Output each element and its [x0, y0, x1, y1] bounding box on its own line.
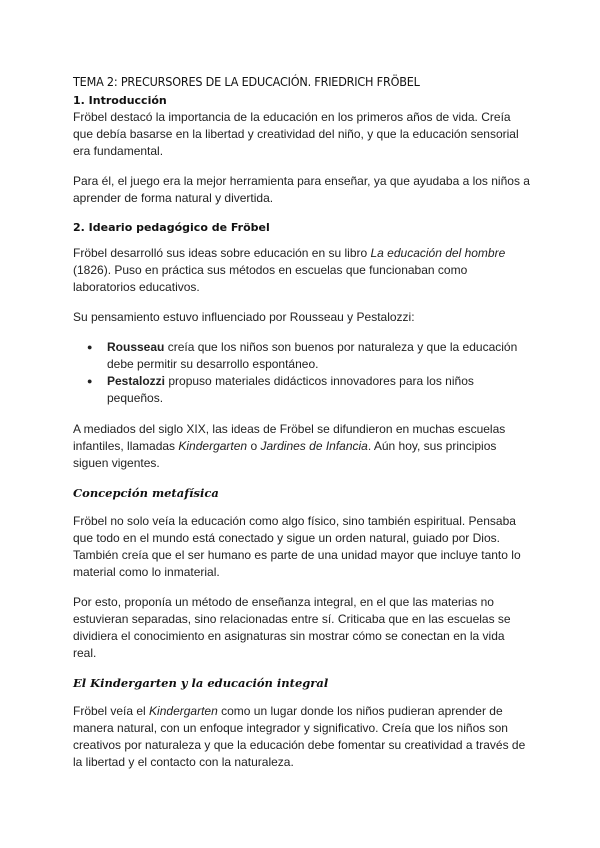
page-title: TEMA 2: PRECURSORES DE LA EDUCACIÓN. FRIEDRICH FRÖBEL: [73, 74, 420, 89]
term-kindergarten: Kindergarten: [178, 439, 248, 453]
term-jardines: Jardines de Infancia: [260, 439, 368, 453]
ideario-p1-text-end: (1826). Puso en práctica sus métodos en escuelas que funcionaban como laboratorios educativos.: [73, 263, 468, 294]
ideario-p3-connector: o: [247, 439, 261, 453]
influence-name: Rousseau: [107, 340, 165, 354]
ideario-p1-text: Fröbel desarrolló sus ideas sobre educación en su libro: [73, 246, 371, 260]
metafisica-paragraph-1: Fröbel no solo veía la educación como algo físico, sino también espiritual. Pensaba que todo en el mundo está conectado y sigue un orden natural, guiado por Dios. También creía que el ser humano es parte de una unidad mayor que incluye tanto lo material como lo inmaterial.: [73, 514, 521, 579]
section-heading-ideario: 2. Ideario pedagógico de Fröbel: [73, 221, 270, 234]
section-heading-metafisica: Concepción metafísica: [73, 486, 219, 500]
influence-name: Pestalozzi: [107, 374, 166, 388]
kindergarten-p1-text: Fröbel veía el: [73, 704, 150, 718]
ideario-paragraph-3: [73, 421, 530, 472]
kindergarten-p1-text-end: como un lugar donde los niños pudieran aprender de manera natural, con un enfoque integrador y significativo. Creía que los niños son creativos por naturaleza y que la educación debe fomentar su creatividad a través de la libertad y el contacto con la naturaleza.: [73, 704, 526, 769]
metafisica-paragraph-2: Por esto, proponía un método de enseñanza integral, en el que las materias no estuvieran separadas, sino relacionadas entre sí. Criticaba que en las escuelas se dividiera el conocimiento en asignaturas sin mostrar cómo se conectan en la vida real.: [73, 595, 511, 660]
ideario-paragraph-2: Su pensamiento estuvo influenciado por Rousseau y Pestalozzi:: [73, 310, 415, 324]
influence-text: creía que los niños son buenos por naturaleza y que la educación debe permitir su desarrollo espontáneo.: [107, 340, 518, 371]
ideario-paragraph-1: [73, 245, 530, 296]
list-item: [107, 339, 530, 373]
section-heading-introduccion: 1. Introducción: [73, 94, 167, 107]
intro-paragraph-1: Fröbel destacó la importancia de la educación en los primeros años de vida. Creía que debía basarse en la libertad y creatividad del niño, y que la educación sensorial era fundamental.: [73, 110, 519, 158]
section-heading-kindergarten: El Kindergarten y la educación integral: [73, 676, 329, 690]
list-item: [107, 373, 530, 407]
intro-paragraph-2: Para él, el juego era la mejor herramienta para enseñar, ya que ayudaba a los niños a aprender de forma natural y divertida.: [73, 174, 530, 205]
ideario-p3-text: A mediados del siglo XIX, las ideas de Fröbel se difundieron en muchas escuelas infantiles, llamadas: [73, 422, 506, 453]
influences-list: [73, 339, 530, 407]
kindergarten-paragraph-1: [73, 703, 530, 771]
influence-text: propuso materiales didácticos innovadores para los niños pequeños.: [107, 374, 474, 405]
term-kindergarten-2: Kindergarten: [149, 704, 218, 718]
book-title: La educación del hombre: [370, 246, 506, 260]
ideario-p3-text-end: . Aún hoy, sus principios siguen vigentes.: [73, 439, 497, 470]
